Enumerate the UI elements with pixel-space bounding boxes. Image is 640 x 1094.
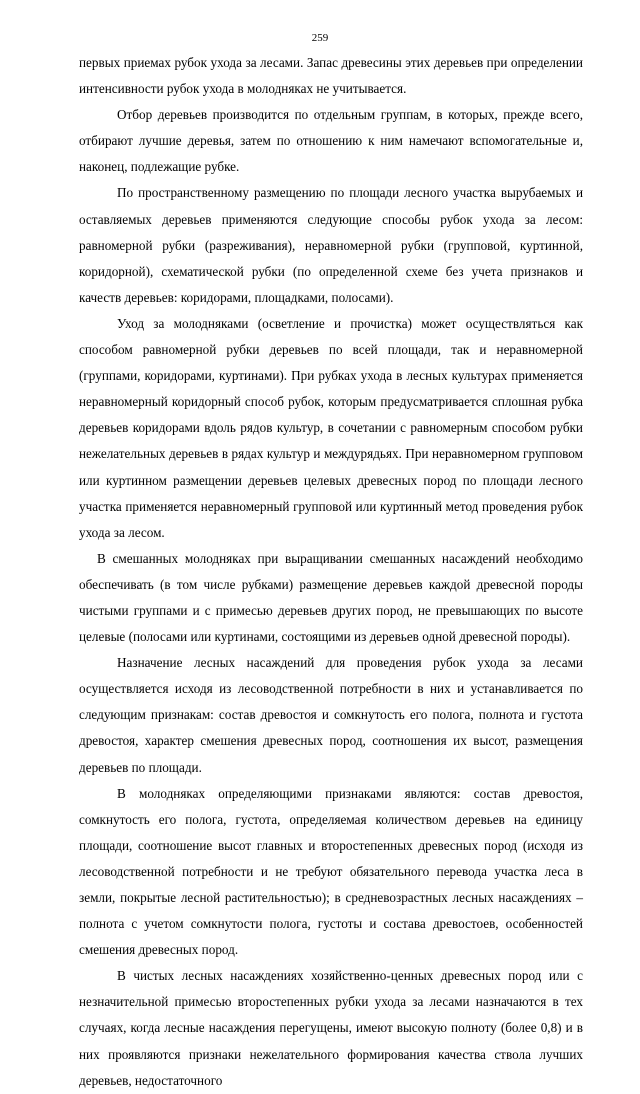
paragraph: Отбор деревьев производится по отдельным группам, в которых, прежде всего, отбирают лучшие деревья, затем по отношению к ним намечают вспомогательные и, наконец, подлежащие рубке. bbox=[79, 107, 583, 175]
paragraph: первых приемах рубок ухода за лесами. Запас древесины этих деревьев при определении интенсивности рубок ухода в молодняках не учитывается. bbox=[79, 55, 583, 97]
paragraph: В молодняках определяющими признаками являются: состав древостоя, сомкнутость его полога, густота, определяемая количеством деревьев на единицу площади, соотношение высот главных и второстепенных древесных пород (исходя из лесоводственной потребности и не требуют обязательного перевода участка леса в земли, покрытые лесной растительностью); в средневозрастных лесных насаждениях – полнота с учетом сомкнутости полога, густоты и состава древостоев, особенностей смешения древесных пород. bbox=[79, 785, 583, 958]
paragraph: Уход за молодняками (осветление и прочистка) может осуществляться как способом равномерной рубки деревьев по всей площади, так и неравномерной (группами, коридорами, куртинами). При рубках ухода в лесных культурах применяется неравномерный коридорный способ рубок, которым предусматривается сплошная рубка деревьев коридорами вдоль рядов культур, в сочетании с равномерным способом рубки нежелательных деревьев в рядах культур и междурядьях. При неравномерном групповом или куртинном размещении деревьев целевых древесных пород по площади лесного участка применяется неравномерный групповой или куртинный метод проведения рубок ухода за лесом. bbox=[79, 315, 583, 540]
paragraph: По пространственному размещению по площади лесного участка вырубаемых и оставляемых деревьев применяются следующие способы рубок ухода за лесом: равномерной рубки (разреживания), неравномерной рубки (групповой, куртинной, коридорной), схематической рубки (по определенной схеме без учета признаков и качеств деревьев: коридорами, площадками, полосами). bbox=[79, 185, 583, 305]
paragraph: В чистых лесных насаждениях хозяйственно-ценных древесных пород или с незначительной примесью второстепенных рубки ухода за лесами назначаются в тех случаях, когда лесные насаждения перегущены, имеют высокую полноту (более 0,8) и в них проявляются признаки нежелательного формирования качества ствола лучших деревьев, недостаточного bbox=[79, 968, 583, 1088]
body-text bbox=[79, 50, 583, 1094]
paragraph: Назначение лесных насаждений для проведения рубок ухода за лесами осуществляется исходя из лесоводственной потребности в них и устанавливается по следующим признакам: состав древостоя и сомкнутость его полога, полнота и густота древостоя, характер смешения древесных пород, соотношения их высот, размещения деревьев по площади. bbox=[79, 655, 583, 775]
page-number: 259 bbox=[311, 32, 329, 44]
paragraph: В смешанных молодняках при выращивании смешанных насаждений необходимо обеспечивать (в том числе рубками) размещение деревьев каждой древесной породы чистыми группами и с примесью деревьев других пород, не превышающих по высоте целевые (полосами или куртинами, состоящими из деревьев одной древесной породы). bbox=[79, 550, 583, 645]
